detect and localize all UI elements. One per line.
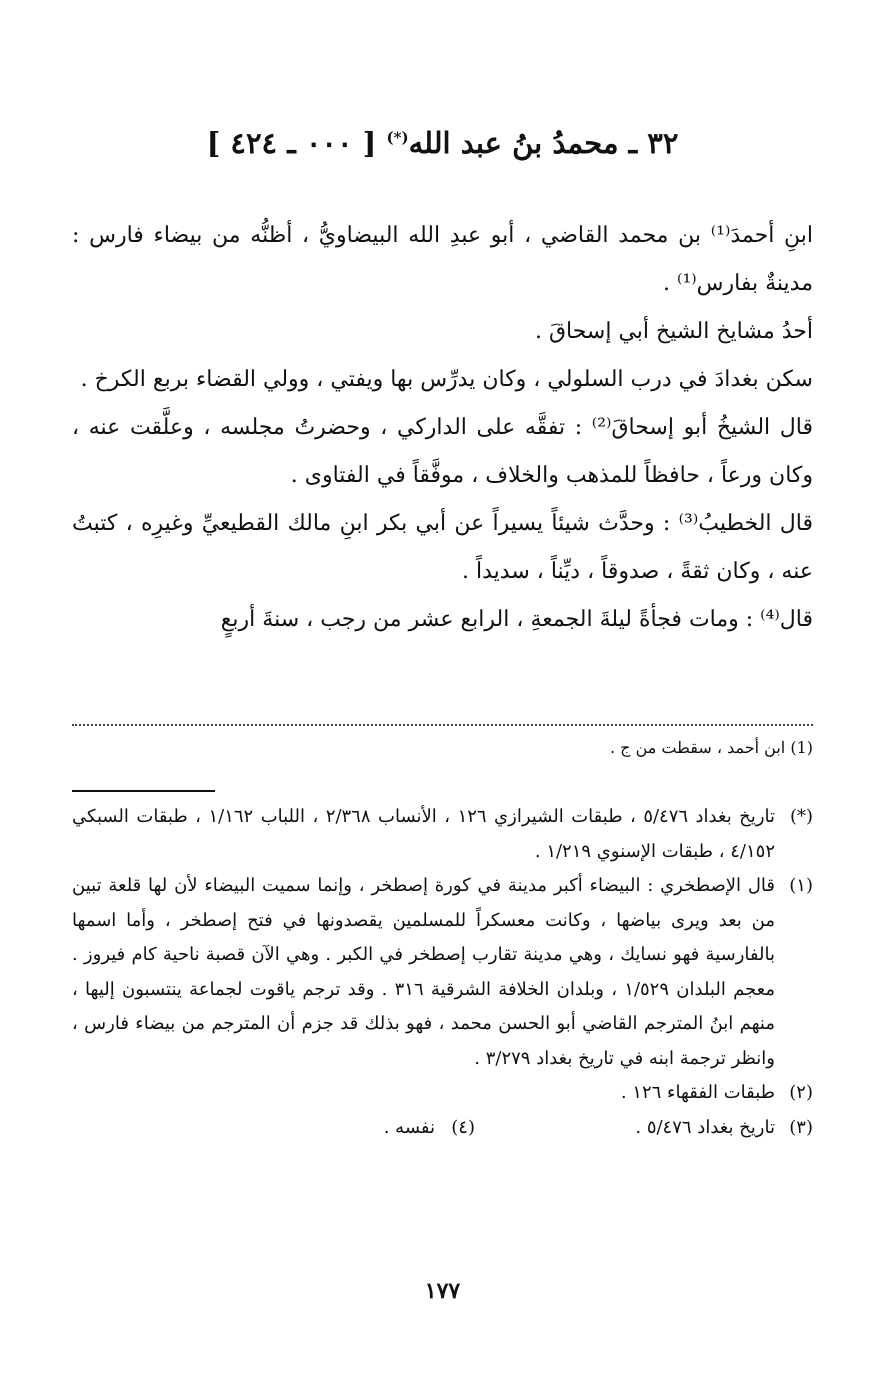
entry-title	[72, 126, 813, 160]
footnote-item	[72, 1111, 813, 1146]
footnote-text: طبقات الفقهاء ١٢٦ .	[620, 1082, 775, 1103]
entry-title-main: ٣٢ ـ محمدُ بنُ عبد الله	[408, 126, 679, 160]
footnote-item	[72, 1076, 813, 1111]
paragraph: ابنِ أحمدَ⁽¹⁾ بن محمد القاضي ، أبو عبدِ الله البيضاويُّ ، أظنُّه من بيضاء فارس : مدينةٌ بفارس⁽¹⁾ .	[72, 223, 813, 296]
footnote-divider	[72, 790, 215, 792]
entry-title-mark: (*)	[386, 128, 409, 147]
page-number: ١٧٧	[424, 1278, 461, 1304]
paragraph: قال الخطيبُ⁽³⁾ : وحدَّث شيئاً يسيراً عن أبي بكر ابنِ مالك القطيعيِّ وغيرِه ، كتبتُ عنه ، وكان ثقةً ، صدوقاً ، ديِّناً ، سديداً .	[72, 511, 814, 584]
footnote-marker: (٣)	[789, 1116, 813, 1138]
footnote-marker: (٢)	[789, 1082, 813, 1103]
footnote-marker: (٤)	[451, 1116, 475, 1138]
footnote-text: قال الإصطخري : البيضاء أكبر مدينة في كورة إصطخر ، وإنما سميت البيضاء لأن لها قلعة تبين من بعد ويرى بياضها ، وكانت معسكراً للمسلمين يقصدونها في فتح إصطخر ، وأما اسمها بالفارسية فهو نسايك ، وهي مدينة تقارب إصطخر في الكبر . وهي الآن قصبة ناحية كام فيروز . معجم البلدان ١/٥٢٩ ، وبلدان الخلافة الشرقية ٣١٦ . وقد ترجم ياقوت لجماعة ينتسبون إليها ، منهم ابنُ المترجم القاضي أبو الحسن محمد ، فهو بذلك قد جزم أن المترجم من بيضاء فارس ، وانظر ترجمة ابنه في تاريخ بغداد ٣/٢٧٩ .	[72, 875, 775, 1069]
book-page	[72, 0, 813, 1381]
paragraph: أحدُ مشايخ الشيخ أبي إسحاقَ .	[534, 319, 813, 344]
footnotes	[72, 800, 813, 1145]
paragraph: قال⁽⁴⁾ : ومات فجأةً ليلةَ الجمعةِ ، الرابع عشر من رجب ، سنةَ أربعٍ	[220, 607, 813, 632]
entry-title-dates: [ ٠٠٠ ـ ٤٢٤ ]	[206, 126, 377, 160]
footnote-item	[72, 800, 813, 869]
main-text	[72, 212, 813, 644]
dotted-divider	[72, 724, 813, 726]
variant-note: (1) ابن أحمد ، سقطت من ج .	[609, 738, 813, 757]
paragraph: قال الشيخُ أبو إسحاقَ⁽²⁾ : تفقَّه على الداركي ، وحضرتُ مجلسه ، وعلَّقت عنه ، وكان ورعاً ، حافظاً للمذهب والخلاف ، موفَّقاً في الفتاوى .	[72, 415, 813, 488]
paragraph: سكن بغدادَ في درب السلولي ، وكان يدرِّس بها ويفتي ، وولي القضاء بربع الكرخ .	[80, 367, 813, 392]
footnote-text: نفسه .	[383, 1116, 435, 1138]
footnote-text: تاريخ بغداد ٥/٤٧٦ ، طبقات الشيرازي ١٢٦ ، الأنساب ٢/٣٦٨ ، اللباب ١/١٦٢ ، طبقات السبكي ٤/١٥٢ ، طبقات الإسنوي ١/٢١٩ .	[72, 806, 776, 862]
footnote-item	[72, 869, 813, 1076]
footnote-marker: (١)	[789, 875, 813, 896]
footnote-marker: (*)	[789, 806, 813, 827]
footnote-text: تاريخ بغداد ٥/٤٧٦ .	[635, 1116, 775, 1138]
